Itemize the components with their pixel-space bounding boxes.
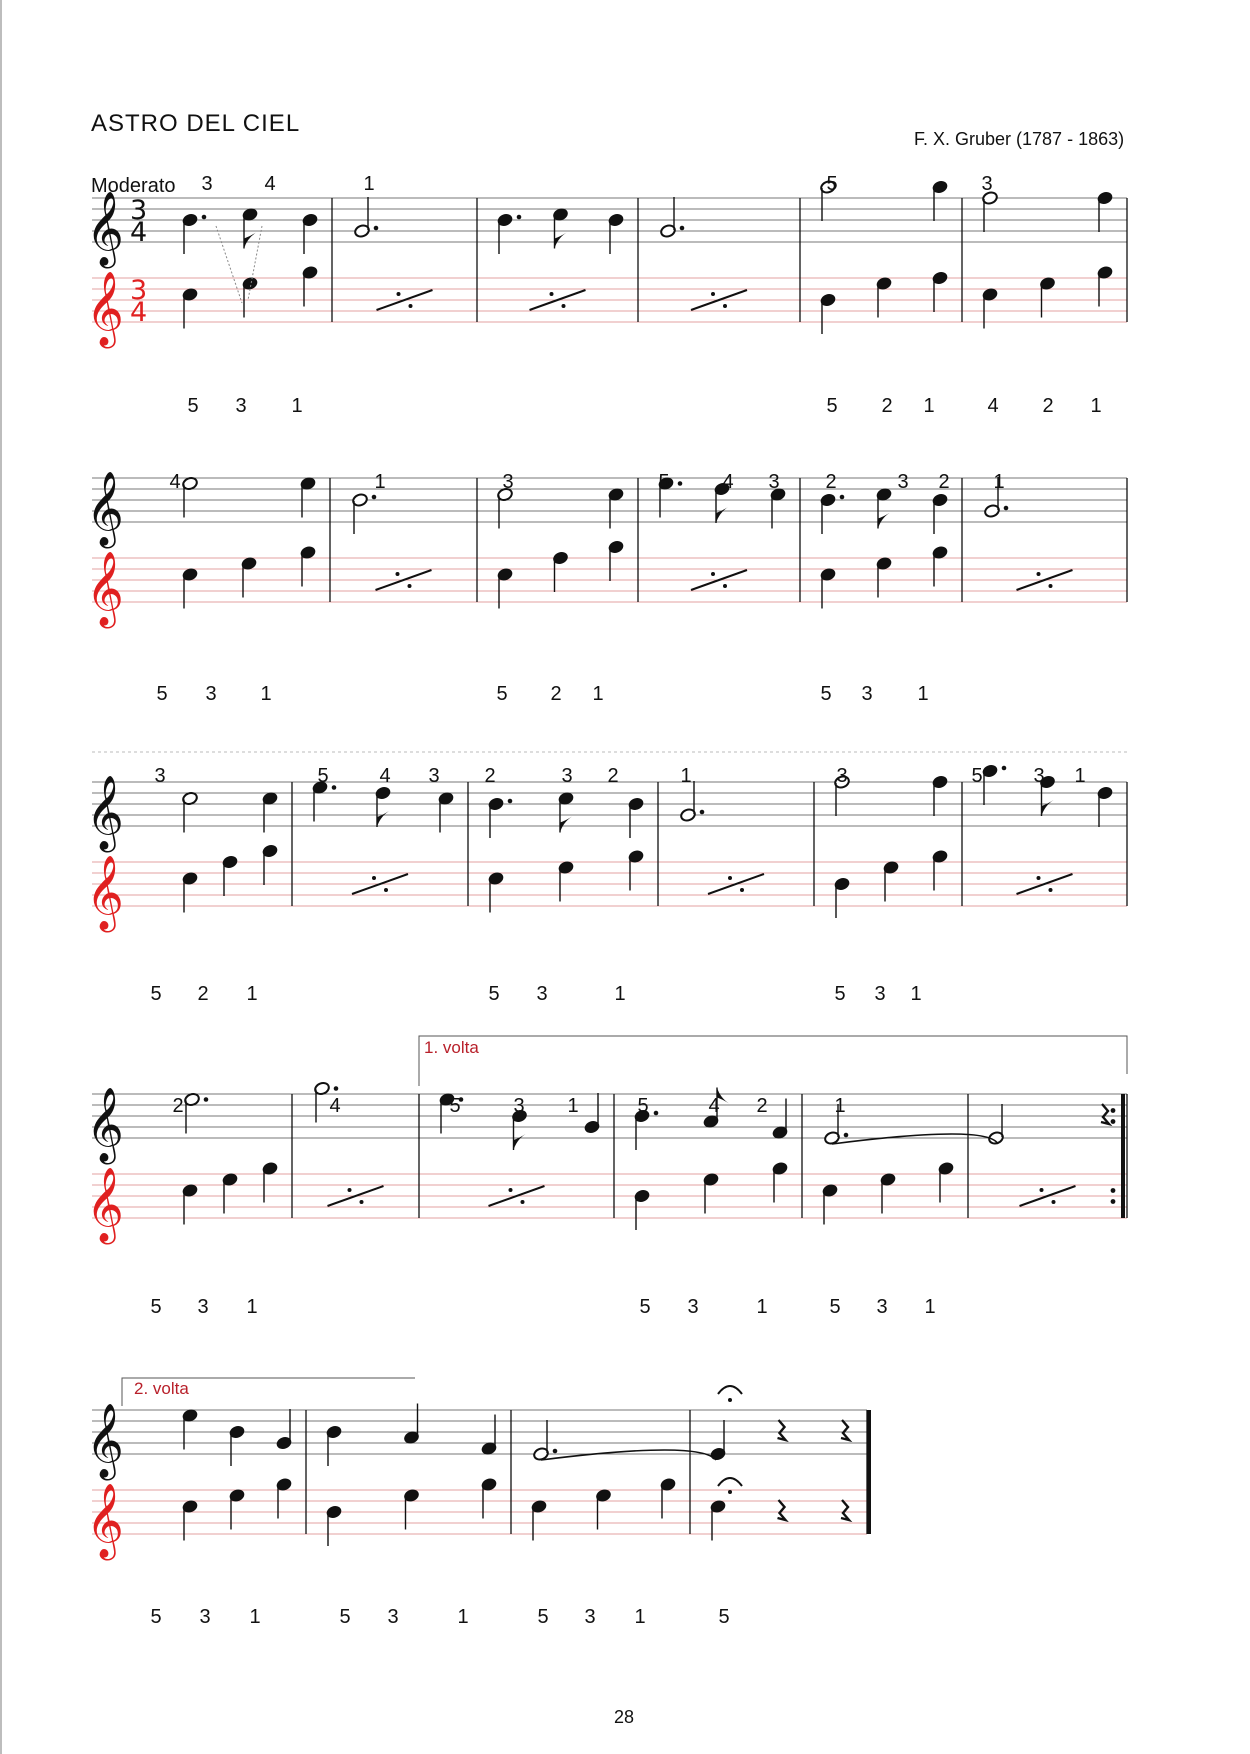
fermata-dot <box>728 1398 732 1402</box>
repeat-dot <box>1040 1188 1044 1192</box>
fingering-bottom: 4 <box>987 395 999 417</box>
volta-2-label: 2. volta <box>134 1379 189 1398</box>
fingering-bottom: 3 <box>199 1606 211 1628</box>
fingering-bottom: 1 <box>1090 395 1102 417</box>
quarter-rest <box>778 1420 786 1440</box>
accompaniment-note <box>932 271 949 312</box>
accompaniment-note <box>608 540 625 581</box>
time-signature-top: 3 <box>130 195 148 226</box>
eighth-flag <box>514 1134 526 1150</box>
dot <box>1002 766 1007 771</box>
system-5-treble-staff <box>92 1410 867 1454</box>
eighth-flag <box>555 233 567 249</box>
melody-note <box>497 213 522 254</box>
fingering-top: 2 <box>825 471 837 493</box>
fingering-bottom: 5 <box>339 1606 351 1628</box>
fingering-top: 2 <box>938 471 950 493</box>
repeat-dot <box>1037 876 1041 880</box>
repeat-dot <box>711 292 715 296</box>
treble-clef: 𝄞 <box>86 776 124 850</box>
dot <box>204 1097 209 1102</box>
repeat-dot <box>397 292 401 296</box>
treble-clef: 𝄞 <box>86 192 124 266</box>
system-4-lower-staff <box>92 1174 1127 1218</box>
repeat-dot <box>348 1188 352 1192</box>
fingering-top: 5 <box>317 765 329 787</box>
fingering-bottom: 3 <box>536 983 548 1005</box>
repeat-dot <box>1111 1188 1116 1193</box>
fingering-top: 1 <box>680 765 692 787</box>
fingering-bottom: 2 <box>197 983 209 1005</box>
system-5-lower-staff <box>92 1490 867 1534</box>
quarter-rest <box>778 1500 786 1520</box>
rest <box>841 1500 849 1520</box>
eighth-flag <box>1042 800 1054 816</box>
repeat-dot <box>408 584 412 588</box>
fingering-top: 4 <box>379 765 391 787</box>
fingering-top: 1 <box>567 1095 579 1117</box>
fingering-bottom: 1 <box>923 395 935 417</box>
system-3-lower-staff <box>92 862 1127 906</box>
accompaniment-note <box>326 1505 343 1546</box>
dot <box>680 226 685 231</box>
eighth-flag <box>878 513 890 529</box>
fingering-bottom: 1 <box>614 983 626 1005</box>
fingering-top: 1 <box>993 471 1005 493</box>
composer-credit: F. X. Gruber (1787 - 1863) <box>914 129 1125 149</box>
fingering-top: 3 <box>981 173 993 195</box>
repeat-dot <box>740 888 744 892</box>
fingering-bottom: 5 <box>834 983 846 1005</box>
repeat-dot <box>409 304 413 308</box>
eighth-flag <box>560 817 572 833</box>
fingering-top: 2 <box>607 765 619 787</box>
fingering-top: 5 <box>637 1095 649 1117</box>
fingering-top: 4 <box>722 471 734 493</box>
red-treble-clef: 𝄞 <box>86 272 124 346</box>
dot <box>553 1449 558 1454</box>
repeat-dot <box>521 1200 525 1204</box>
repeat-dot <box>372 876 376 880</box>
fingering-bottom: 1 <box>246 1296 258 1318</box>
fingering-top: 4 <box>264 173 276 195</box>
fingering-bottom: 1 <box>917 683 929 705</box>
accompaniment-note <box>552 551 569 592</box>
dot <box>517 215 522 220</box>
red-treble-clef: 𝄞 <box>86 1484 124 1558</box>
fingering-bottom: 1 <box>924 1296 936 1318</box>
fingering-bottom: 1 <box>246 983 258 1005</box>
fermata-dot <box>728 1490 732 1494</box>
repeat-dot <box>1111 1199 1116 1204</box>
fingering-bottom: 5 <box>639 1296 651 1318</box>
accompaniment-note <box>820 293 837 334</box>
fingering-top: 3 <box>428 765 440 787</box>
melody-note <box>932 493 949 534</box>
fermata <box>718 1478 742 1486</box>
repeat-dot <box>711 572 715 576</box>
fingering-top: 5 <box>449 1095 461 1117</box>
fingering-bottom: 5 <box>826 395 838 417</box>
fingering-bottom: 5 <box>150 983 162 1005</box>
melody-note <box>375 786 392 827</box>
fingering-top: 2 <box>484 765 496 787</box>
fingering-bottom: 2 <box>1042 395 1054 417</box>
repeat-dot <box>384 888 388 892</box>
fingering-bottom: 3 <box>235 395 247 417</box>
fingering-bottom: 1 <box>249 1606 261 1628</box>
fingering-top: 3 <box>897 471 909 493</box>
fingering-top: 3 <box>154 765 166 787</box>
fingering-top: 1 <box>363 173 375 195</box>
fingering-top: 5 <box>971 765 983 787</box>
melody-note <box>982 764 1007 805</box>
time-signature-top: 4 <box>130 217 148 248</box>
repeat-dot <box>1037 572 1041 576</box>
melody-note <box>660 197 685 238</box>
fingering-bottom: 5 <box>537 1606 549 1628</box>
dot <box>1004 506 1009 511</box>
fingering-top: 1 <box>834 1095 846 1117</box>
fingering-bottom: 3 <box>584 1606 596 1628</box>
fingering-bottom: 5 <box>150 1606 162 1628</box>
rest <box>778 1500 786 1520</box>
repeat-dot <box>1052 1200 1056 1204</box>
melody-note <box>354 197 379 238</box>
repeat-dot <box>723 304 727 308</box>
fingering-bottom: 1 <box>457 1606 469 1628</box>
system-4-treble-staff <box>92 1094 1127 1138</box>
fingering-bottom: 5 <box>150 1296 162 1318</box>
treble-clef: 𝄞 <box>86 1404 124 1478</box>
volta-1-label: 1. volta <box>424 1038 479 1057</box>
fingering-bottom: 5 <box>718 1606 730 1628</box>
melody-note <box>326 1425 343 1466</box>
time-signature-lower: 3 <box>130 275 148 306</box>
fingering-bottom: 5 <box>156 683 168 705</box>
fermata <box>718 1386 742 1394</box>
fingering-top: 3 <box>513 1095 525 1117</box>
fingering-bottom: 5 <box>488 983 500 1005</box>
melody-note <box>533 1420 558 1461</box>
accompaniment-note <box>262 844 279 885</box>
melody-note <box>352 493 377 534</box>
accompaniment-note <box>634 1189 651 1230</box>
melody-note <box>1097 786 1114 827</box>
fingering-bottom: 3 <box>876 1296 888 1318</box>
fingering-bottom: 3 <box>197 1296 209 1318</box>
fingering-top: 3 <box>836 765 848 787</box>
fingering-top: 3 <box>502 471 514 493</box>
fingering-bottom: 1 <box>291 395 303 417</box>
melody-note <box>182 213 207 254</box>
fingering-top: 1 <box>374 471 386 493</box>
fingering-bottom: 1 <box>592 683 604 705</box>
fingering-bottom: 3 <box>861 683 873 705</box>
fingering-bottom: 2 <box>550 683 562 705</box>
fingering-top: 3 <box>1033 765 1045 787</box>
melody-note <box>710 1420 727 1461</box>
melody-note <box>276 1409 293 1450</box>
repeat-dot <box>550 292 554 296</box>
repeat-dot <box>723 584 727 588</box>
page-number: 28 <box>614 1707 635 1727</box>
dot <box>700 810 705 815</box>
repeat-dot <box>1049 888 1053 892</box>
dot <box>678 481 683 486</box>
fingering-bottom: 5 <box>187 395 199 417</box>
fingering-bottom: 5 <box>829 1296 841 1318</box>
eighth-flag <box>244 233 256 249</box>
melody-note <box>608 213 625 254</box>
dot <box>654 1111 659 1116</box>
fingering-bottom: 5 <box>496 683 508 705</box>
dot <box>372 495 377 500</box>
quarter-rest <box>841 1500 849 1520</box>
treble-clef: 𝄞 <box>86 1088 124 1162</box>
melody-note <box>229 1425 246 1466</box>
fingering-top: 5 <box>658 471 670 493</box>
dot <box>374 226 379 231</box>
melody-note <box>982 191 999 232</box>
repeat-dot <box>360 1200 364 1204</box>
fingering-top: 4 <box>329 1095 341 1117</box>
fingering-bottom: 1 <box>756 1296 768 1318</box>
eighth-flag <box>377 811 389 827</box>
quarter-rest <box>841 1420 849 1440</box>
dot <box>332 785 337 790</box>
system-3-treble-staff <box>92 782 1127 826</box>
accompaniment-note <box>834 877 851 918</box>
fingering-top: 4 <box>169 471 181 493</box>
rest <box>1101 1104 1109 1124</box>
fingering-top: 5 <box>826 173 838 195</box>
dot <box>202 215 207 220</box>
treble-clef: 𝄞 <box>86 472 124 546</box>
fingering-top: 1 <box>1074 765 1086 787</box>
tie <box>832 1134 998 1144</box>
fingering-bottom: 1 <box>634 1606 646 1628</box>
melody-note <box>820 493 845 534</box>
quarter-rest <box>1101 1104 1109 1124</box>
melody-note <box>488 797 513 838</box>
repeat-dot <box>728 876 732 880</box>
melody-note <box>302 213 319 254</box>
fingering-top: 3 <box>768 471 780 493</box>
repeat-dot <box>1111 1108 1116 1113</box>
repeat-dot <box>1111 1119 1116 1124</box>
fingering-top: 2 <box>756 1095 768 1117</box>
fingering-top: 3 <box>201 173 213 195</box>
dot <box>508 799 513 804</box>
dot <box>840 495 845 500</box>
volta-bracket-1 <box>419 1036 1127 1086</box>
rest <box>841 1420 849 1440</box>
repeat-dot <box>396 572 400 576</box>
dot <box>334 1086 339 1091</box>
red-treble-clef: 𝄞 <box>86 1168 124 1242</box>
fingering-bottom: 3 <box>874 983 886 1005</box>
accompaniment-note <box>222 855 239 896</box>
red-treble-clef: 𝄞 <box>86 856 124 930</box>
fingering-bottom: 3 <box>687 1296 699 1318</box>
fingering-top: 2 <box>172 1095 184 1117</box>
melody-note <box>584 1093 601 1134</box>
fingering-bottom: 3 <box>205 683 217 705</box>
fingering-bottom: 1 <box>910 983 922 1005</box>
fingering-bottom: 5 <box>820 683 832 705</box>
melody-note <box>932 775 949 816</box>
fingering-bottom: 1 <box>260 683 272 705</box>
fingering-bottom: 2 <box>881 395 893 417</box>
repeat-dot <box>1049 584 1053 588</box>
rest <box>778 1420 786 1440</box>
melody-note <box>628 797 645 838</box>
repeat-dot <box>562 304 566 308</box>
red-treble-clef: 𝄞 <box>86 552 124 626</box>
fingering-top: 3 <box>561 765 573 787</box>
voice-guide-line <box>216 226 242 303</box>
dot <box>844 1133 849 1138</box>
song-title: ASTRO DEL CIEL <box>91 110 301 137</box>
tempo-marking: Moderato <box>91 175 176 197</box>
time-signature-lower: 4 <box>130 297 148 328</box>
melody-note <box>988 1104 1005 1145</box>
eighth-flag <box>716 507 728 523</box>
melody-note <box>680 781 705 822</box>
melody-note <box>1097 191 1114 232</box>
melody-note <box>932 180 949 221</box>
fingering-top: 4 <box>708 1095 720 1117</box>
repeat-dot <box>509 1188 513 1192</box>
fingering-bottom: 3 <box>387 1606 399 1628</box>
